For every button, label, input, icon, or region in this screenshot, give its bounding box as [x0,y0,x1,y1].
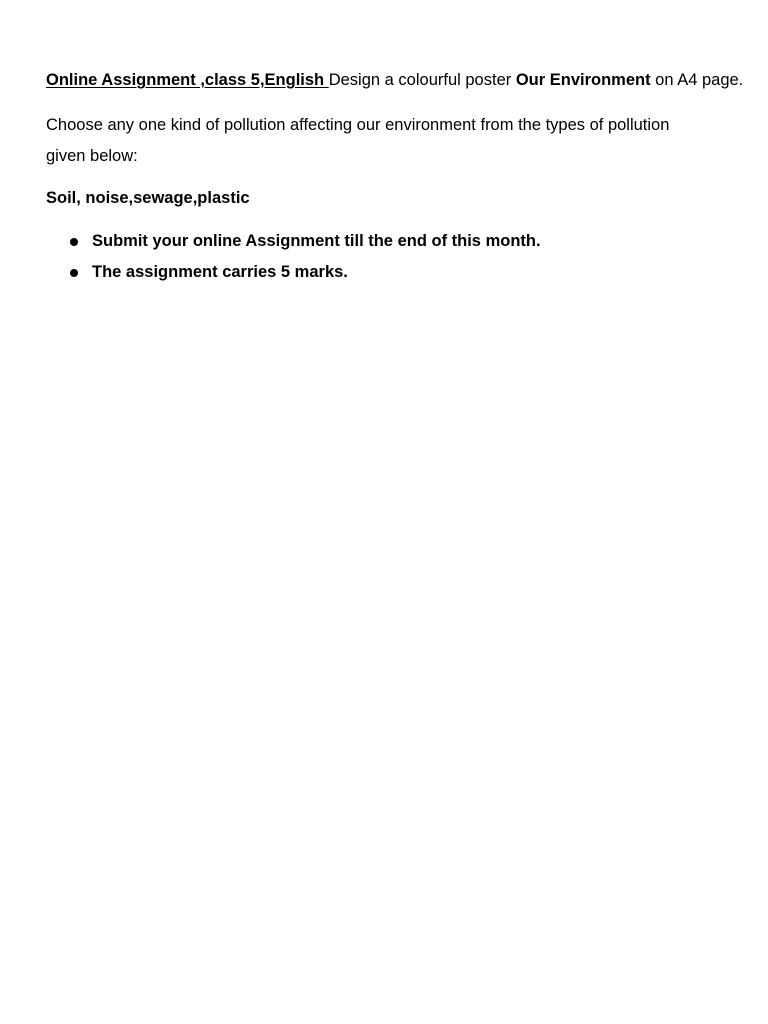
note-text: The assignment carries 5 marks. [92,263,348,281]
note-text: Submit your online Assignment till the end of this month. [92,232,541,250]
instruction-paragraph: Choose any one kind of pollution affecting our environment from the types of pollution given below: [46,116,670,165]
poster-topic: Our Environment [515,71,651,89]
assignment-intro: Design a colourful poster [328,71,516,89]
document-page [46,66,744,288]
assignment-outro: on A4 page. [650,71,744,89]
bullet-icon [70,238,78,246]
assignment-title: Online Assignment ,class 5,English [46,71,329,89]
notes-list [46,226,736,288]
assignment-heading [46,66,744,94]
list-item [46,257,736,288]
pollution-types: Soil, noise,sewage,plastic [46,189,250,207]
bullet-icon [70,269,78,277]
list-item [46,226,736,257]
